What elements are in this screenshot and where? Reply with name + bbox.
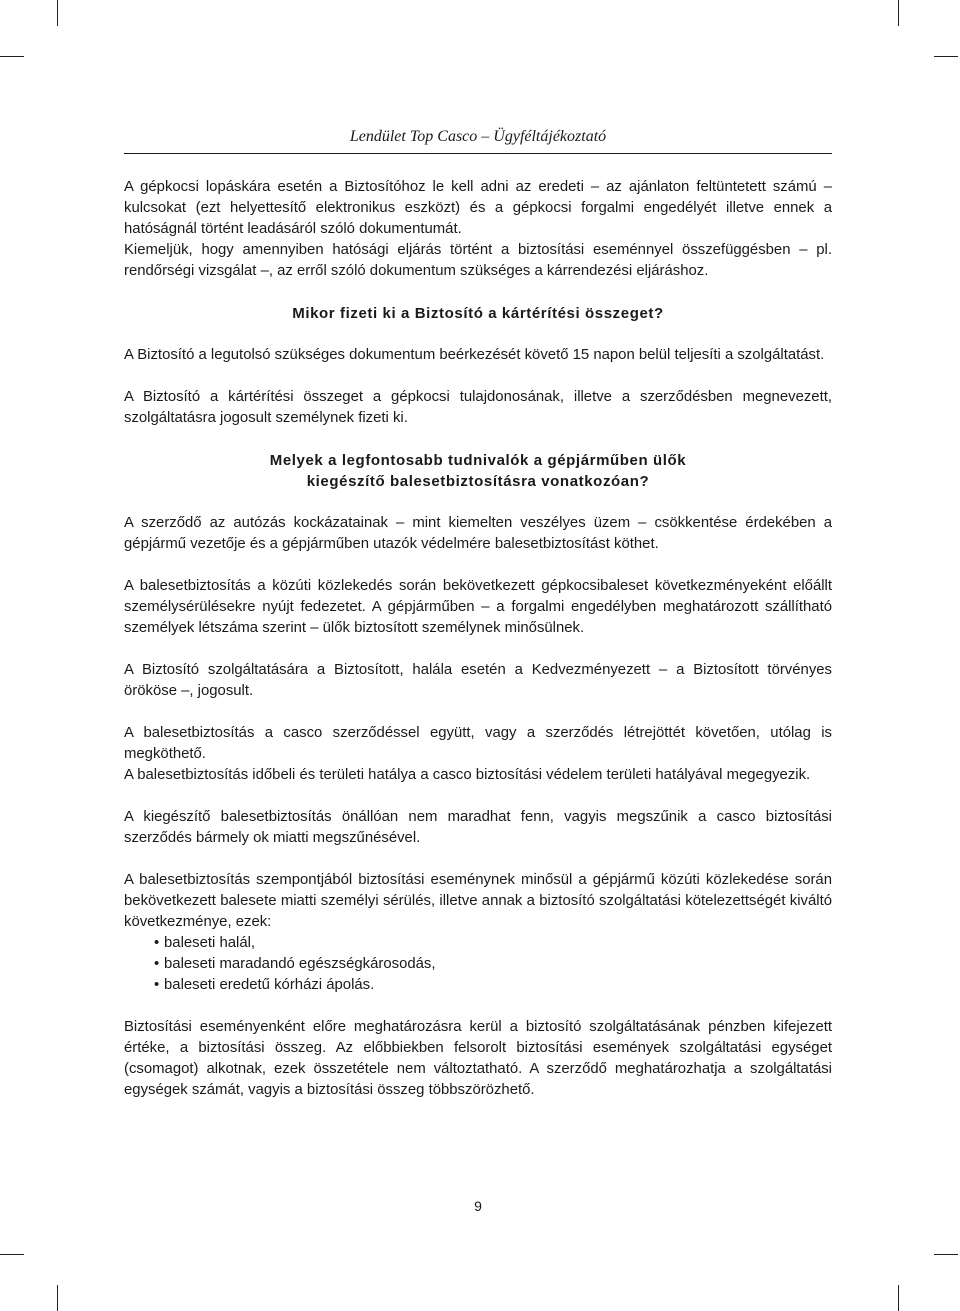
section-heading: Mikor fizeti ki a Biztosító a kártérítési összeget? (292, 305, 664, 322)
list-item (124, 933, 832, 954)
heading-line: Melyek a legfontosabb tudnivalók a gépjárműben ülők (269, 452, 687, 469)
crop-mark (898, 1285, 899, 1311)
paragraph: A szerződő az autózás kockázatainak – mint kiemelten veszélyes üzem – csökkentése érdekében a gépjármű vezetője és a gépjárműben utazók védelmére balesetbiztosítást köthet. (124, 515, 832, 552)
section-heading (124, 450, 832, 492)
page-number: 9 (474, 1198, 482, 1214)
paragraph: A Biztosító szolgáltatására a Biztosított, halála esetén a Kedvezményezett – a Biztosított törvényes örököse –, jogosult. (124, 662, 832, 699)
crop-mark (57, 1285, 58, 1311)
paragraph: A gépkocsi lopáskára esetén a Biztosítóhoz le kell adni az eredeti – az ajánlaton feltüntetett számú – kulcsokat (ezt helyettesítő elektronikus eszközt) és a gépkocsi forgalmi engedélyét illetve ennek a hatóságnál történt leadásáról szóló dokumentumát. (124, 179, 832, 237)
list-item-text: baleseti maradandó egészségkárosodás, (164, 956, 436, 972)
list-item-text: baleseti halál, (164, 935, 256, 951)
bullet-list (124, 933, 832, 996)
paragraph: A Biztosító a legutolsó szükséges dokumentum beérkezését követő 15 napon belül teljesíti a szolgáltatást. (124, 347, 825, 363)
crop-mark (934, 1254, 958, 1255)
paragraph: A balesetbiztosítás szempontjából biztosítási eseménynek minősül a gépjármű közúti közlekedése során bekövetkezett balesete miatti személyi sérülés, illetve annak a biztosító szolgáltatási kötelezettségét kiváltó következménye, ezek: (124, 872, 832, 930)
crop-mark (0, 1254, 24, 1255)
paragraph: A balesetbiztosítás a casco szerződéssel együtt, vagy a szerződés létrejöttét követően, utólag is megköthető. (124, 725, 832, 762)
crop-mark (0, 56, 24, 57)
document-body (124, 177, 832, 1101)
paragraph: Biztosítási eseményenként előre meghatározásra kerül a biztosító szolgáltatásának pénzben kifejezett értéke, a biztosítási összeg. Az előbbiekben felsorolt biztosítási események szolgáltatási egységet (csomagot) alkotnak, ezek összetétele nem változtatható. A szerződő meghatározhatja a szolgáltatási egységek számát, vagyis a biztosítási összeg többszörözhető. (124, 1019, 832, 1098)
paragraph: A Biztosító a kártérítési összeget a gépkocsi tulajdonosának, illetve a szerződésben megnevezett, szolgáltatásra jogosult személynek fizeti ki. (124, 389, 832, 426)
heading-line: kiegészítő balesetbiztosításra vonatkozóan? (306, 473, 650, 490)
list-item (124, 975, 832, 996)
crop-mark (934, 56, 958, 57)
crop-mark (57, 0, 58, 26)
list-item (124, 954, 832, 975)
crop-mark (898, 0, 899, 26)
paragraph: A balesetbiztosítás időbeli és területi hatálya a casco biztosítási védelem területi hatályával megegyezik. (124, 767, 811, 783)
paragraph: A kiegészítő balesetbiztosítás önállóan nem maradhat fenn, vagyis megszűnik a casco biztosítási szerződés bármely ok miatti megszűnésével. (124, 809, 832, 846)
list-item-text: baleseti eredetű kórházi ápolás. (164, 977, 375, 993)
header-divider (124, 153, 832, 154)
page-header-title: Lendület Top Casco – Ügyféltájékoztató (349, 128, 607, 145)
paragraph: A balesetbiztosítás a közúti közlekedés során bekövetkezett gépkocsibaleset következményeként előállt személysérülésekre nyújt fedezetet. A gépjárműben – a forgalmi engedélyben meghatározott szállítható személyek létszáma szerint – ülők biztosított személynek minősülnek. (124, 578, 832, 636)
paragraph: Kiemeljük, hogy amennyiben hatósági eljárás történt a biztosítási eseménnyel összefüggésben – pl. rendőrségi vizsgálat –, az erről szóló dokumentum szükséges a kárrendezési eljáráshoz. (124, 242, 832, 279)
